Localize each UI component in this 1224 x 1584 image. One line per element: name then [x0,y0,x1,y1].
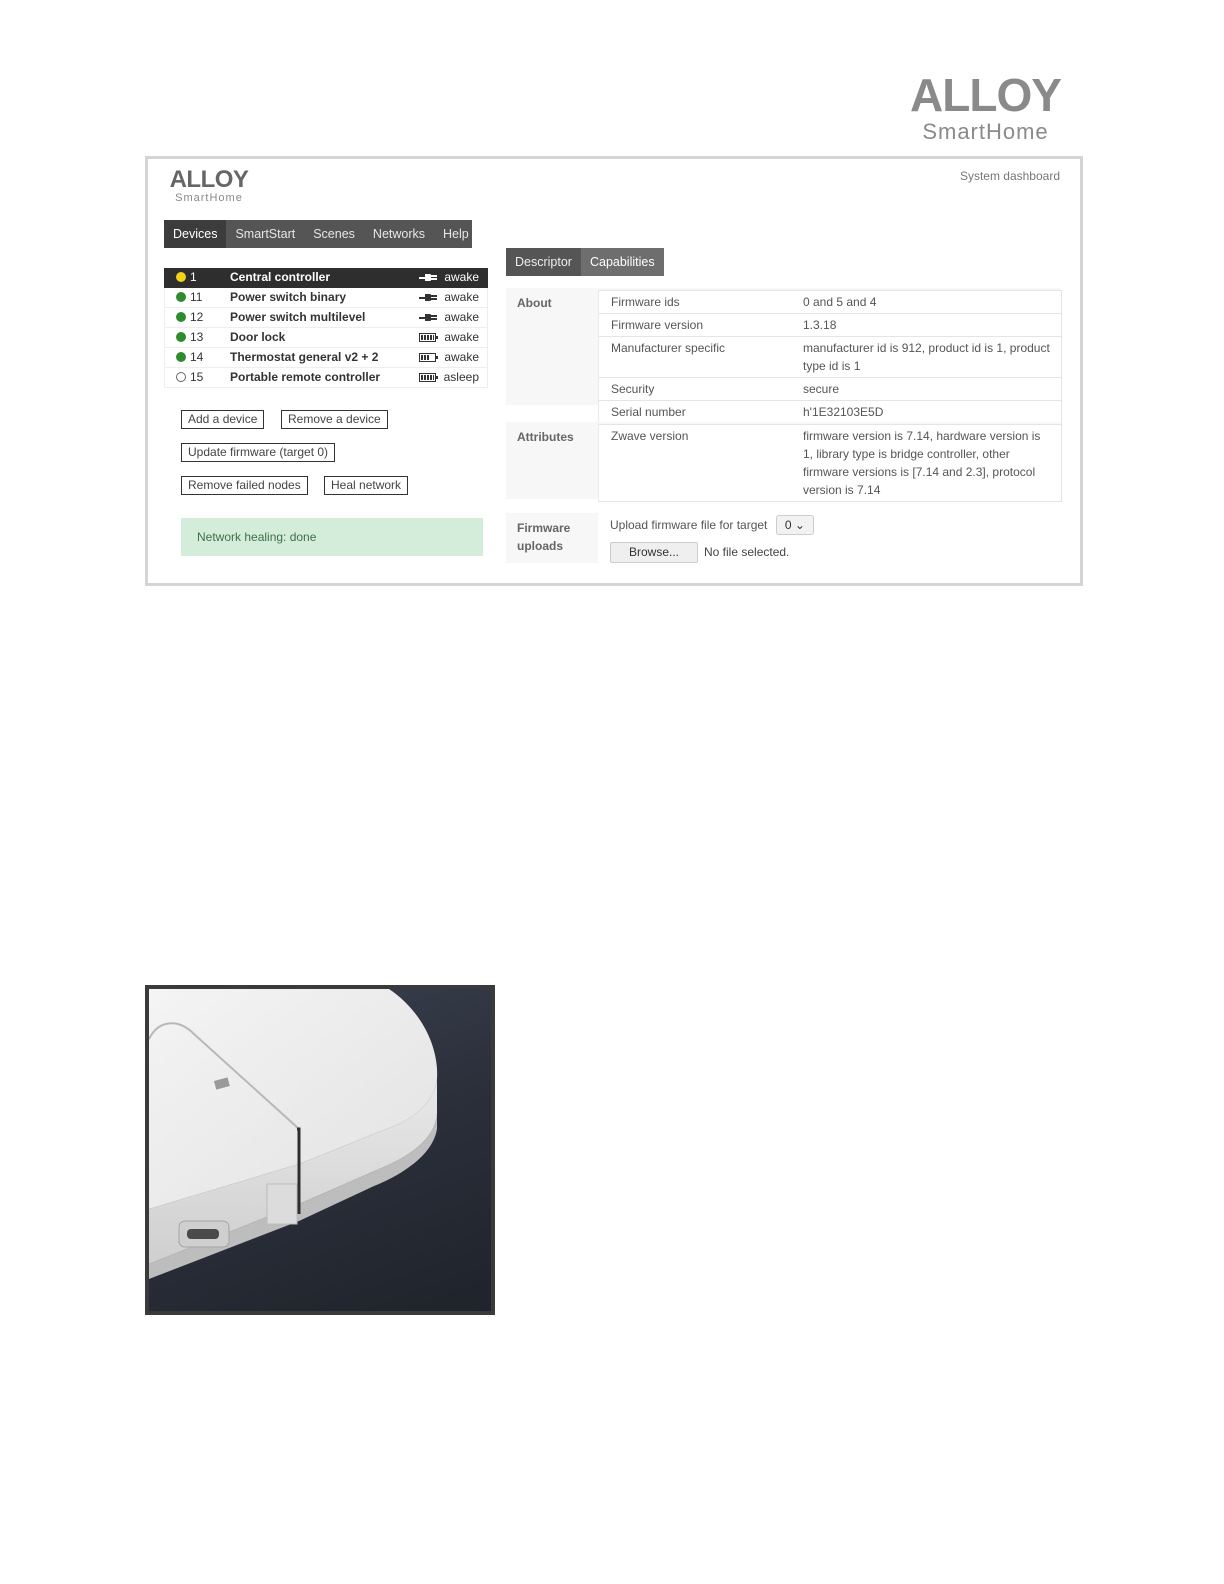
device-row[interactable] [164,288,488,308]
page-logo-brand: ALLOY [910,69,1061,121]
device-name: Power switch multilevel [230,310,366,324]
device-row[interactable] [164,368,488,388]
nav-help[interactable]: Help [443,227,469,241]
system-dashboard-link[interactable]: System dashboard [959,169,1060,183]
device-id: 12 [190,310,204,324]
table-row [599,424,1062,502]
file-status: No file selected. [704,545,790,559]
remove-device-button[interactable]: Remove a device [281,410,388,429]
plug-icon [419,313,437,322]
attributes-label: Attributes [506,422,598,499]
row-value: firmware version is 7.14, hardware version is 1, library type is bridge controller, other firmware versions is [7.14 and 2.3], protocol version is 7.14 [803,429,1041,497]
device-status: awake [444,350,479,364]
device-name: Central controller [230,270,331,284]
row-key: Zwave version [611,429,689,443]
target-select-value: 0 [784,518,792,532]
chevron-down-icon: ⌄ [794,518,805,532]
row-value: 1.3.18 [803,318,837,332]
device-photo [145,985,495,1315]
nav-devices[interactable]: Devices [164,220,226,248]
heal-network-button[interactable]: Heal network [324,476,408,495]
battery-full-icon [419,373,437,382]
device-row[interactable] [164,328,488,348]
page-logo-sub: SmartHome [922,119,1049,144]
upload-firmware-text: Upload firmware file for target [610,518,768,533]
add-device-button[interactable]: Add a device [181,410,264,429]
nav-scenes[interactable]: Scenes [313,227,355,241]
row-value: h'1E32103E5D [803,405,884,419]
row-key: Serial number [611,405,686,419]
device-row[interactable] [164,348,488,368]
plug-icon [419,293,437,302]
firmware-uploads-label: Firmware uploads [506,513,598,563]
row-key: Manufacturer specific [611,341,726,355]
status-indicator-green [176,312,186,322]
device-list [164,268,488,388]
detail-tabs [506,248,664,276]
table-row [599,400,1062,424]
device-row[interactable] [164,268,488,288]
tab-descriptor[interactable]: Descriptor [515,255,572,269]
table-row [599,336,1062,377]
device-status: asleep [443,370,479,384]
table-row [599,377,1062,400]
plug-icon [419,273,437,282]
app-logo-brand: ALLOY [169,166,249,193]
device-name: Portable remote controller [230,370,381,384]
target-select[interactable] [776,515,814,535]
row-key: Firmware version [611,318,704,332]
status-indicator-green [176,292,186,302]
table-row [599,290,1062,313]
app-logo-sub: SmartHome [175,192,243,204]
device-id: 15 [190,370,204,384]
page-logo [903,70,1068,150]
firmware-upload-row [610,515,814,535]
status-indicator-empty [176,372,186,382]
device-name: Power switch binary [230,290,347,304]
update-firmware-button[interactable]: Update firmware (target 0) [181,443,335,462]
device-status: awake [444,270,479,284]
device-status: awake [444,310,479,324]
device-id: 13 [190,330,204,344]
device-status: awake [444,330,479,344]
row-value: secure [803,382,840,396]
device-name: Thermostat general v2 + 2 [230,350,379,364]
device-name: Door lock [230,330,286,344]
device-id: 11 [190,290,203,304]
attributes-table [598,424,1062,502]
nav-smartstart[interactable]: SmartStart [235,227,296,241]
tab-capabilities[interactable]: Capabilities [581,248,664,276]
status-indicator-green [176,332,186,342]
battery-medium-icon [419,353,437,362]
row-value: 0 and 5 and 4 [803,295,877,309]
app-logo[interactable] [164,167,254,211]
nav-networks[interactable]: Networks [372,227,426,241]
browse-button[interactable]: Browse... [610,542,698,563]
row-value: manufacturer id is 912, product id is 1, product type id is 1 [803,341,1050,373]
device-row[interactable] [164,308,488,328]
row-key: Security [611,382,655,396]
app-window [145,156,1083,586]
controller-device-image [149,989,491,1311]
device-status: awake [444,290,479,304]
main-nav [164,220,472,248]
row-key: Firmware ids [611,295,680,309]
table-row [599,313,1062,336]
battery-full-icon [419,333,437,342]
device-id: 1 [190,270,197,284]
remove-failed-nodes-button[interactable]: Remove failed nodes [181,476,308,495]
network-healing-alert: Network healing: done [181,518,483,556]
about-table [598,290,1062,424]
status-indicator-yellow [176,272,186,282]
status-indicator-green [176,352,186,362]
device-id: 14 [190,350,204,364]
about-label: About [506,288,598,405]
